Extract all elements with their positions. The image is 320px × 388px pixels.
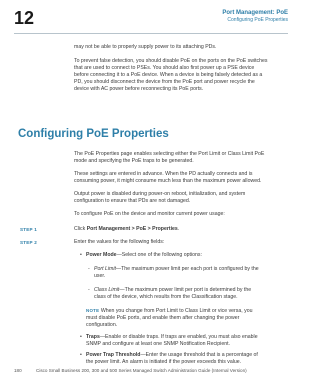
intro-line: that are used to connect to PSEs. You should also first power up a PSE device: [74, 65, 255, 71]
field-name: Power Mode: [86, 252, 117, 258]
option-name: Port Limit: [94, 266, 116, 272]
field-text: [86, 252, 202, 259]
intro-continuation: [74, 44, 286, 51]
dash-icon: -: [88, 287, 90, 293]
step-suffix: .: [177, 226, 180, 232]
running-subtitle: Configuring PoE Properties: [227, 17, 288, 23]
field-name: Power Trap Threshold: [86, 352, 141, 358]
option-line: —The maximum power limit per port is determined by the: [119, 287, 252, 293]
field-text: [86, 334, 286, 348]
section-paragraph: [74, 171, 286, 185]
chapter-number: 12: [14, 8, 35, 28]
option-text: [94, 287, 286, 301]
section-paragraph: [74, 211, 286, 218]
header-rule: [14, 33, 288, 34]
paragraph-line: To configure PoE on the device and monitor current power usage:: [74, 211, 225, 217]
field-desc: —Select one of the following options:: [116, 252, 202, 258]
intro-line: To prevent false detection, you should disable PoE on the ports on the PoE switches: [74, 58, 268, 64]
intro-line: before connecting it to a PoE device. When a device is being falsely detected as a: [74, 72, 263, 78]
paragraph-line: The PoE Properties page enables selecting either the Port Limit or Class Limit PoE: [74, 151, 265, 157]
document-title: Cisco Small Business 200, 300 and 500 Series Managed Switch Administration Guide (Internal Version): [36, 368, 247, 373]
paragraph-line: configuration to ensure that PDs are not damaged.: [74, 198, 191, 204]
note-label: NOTE: [86, 308, 100, 313]
page-number: 180: [14, 368, 22, 373]
dash-icon: -: [88, 266, 90, 272]
option-line: —The maximum power limit per each port is configured by the: [115, 266, 259, 272]
field-line: the power limit. An alarm is initiated if the power exceeds this value.: [86, 359, 242, 365]
running-header: [222, 10, 288, 24]
section-paragraph: [74, 151, 286, 165]
paragraph-line: mode and specifying the PoE traps to be generated.: [74, 158, 194, 164]
intro-line: may not be able to properly supply power to its attaching PDs.: [74, 44, 217, 50]
section-paragraph: [74, 191, 286, 205]
option-text: [94, 266, 286, 280]
option-line: class of the device, which results from the Classification stage.: [94, 294, 238, 300]
field-name: Traps: [86, 334, 100, 340]
paragraph-line: consuming power, it might consume much less than the maximum power allowed.: [74, 178, 262, 184]
field-text: [86, 352, 286, 366]
note: [86, 307, 286, 329]
note-line: must disable PoE ports, and enable them after changing the power: [86, 315, 240, 321]
note-line: configuration.: [86, 322, 118, 328]
step-text: Enter the values for the following fields:: [74, 239, 165, 245]
step-label: STEP 1: [20, 227, 37, 232]
bullet-icon: •: [80, 252, 82, 258]
intro-line: device with AC power before reconnecting its PoE ports.: [74, 86, 204, 92]
intro-paragraph: [74, 58, 286, 93]
field-line: —Enter the usage threshold that is a percentage of: [140, 352, 258, 358]
note-line: When you change from Port Limit to Class Limit or vice versa, you: [99, 308, 253, 314]
section-heading: Configuring PoE Properties: [18, 128, 169, 140]
option-name: Class Limit: [94, 287, 120, 293]
option-line: user.: [94, 273, 106, 279]
menu-path: Port Management > PoE > Properties: [86, 226, 178, 232]
step-prefix: Click: [74, 226, 87, 232]
bullet-icon: •: [80, 334, 82, 340]
field-line: —Enable or disable traps. If traps are enabled, you must also enable: [99, 334, 258, 340]
step-label: STEP 2: [20, 240, 37, 245]
intro-line: PD, you should disconnect the device from the PoE port and power recycle the: [74, 79, 255, 85]
running-title: Port Management: PoE: [222, 10, 288, 16]
paragraph-line: These settings are entered in advance. When the PD actually connects and is: [74, 171, 253, 177]
bullet-icon: •: [80, 352, 82, 358]
step-text: [74, 226, 286, 233]
paragraph-line: Output power is disabled during power-on reboot, initialization, and system: [74, 191, 246, 197]
field-line: SNMP and configure at least one SNMP Notification Recipient.: [86, 341, 230, 347]
